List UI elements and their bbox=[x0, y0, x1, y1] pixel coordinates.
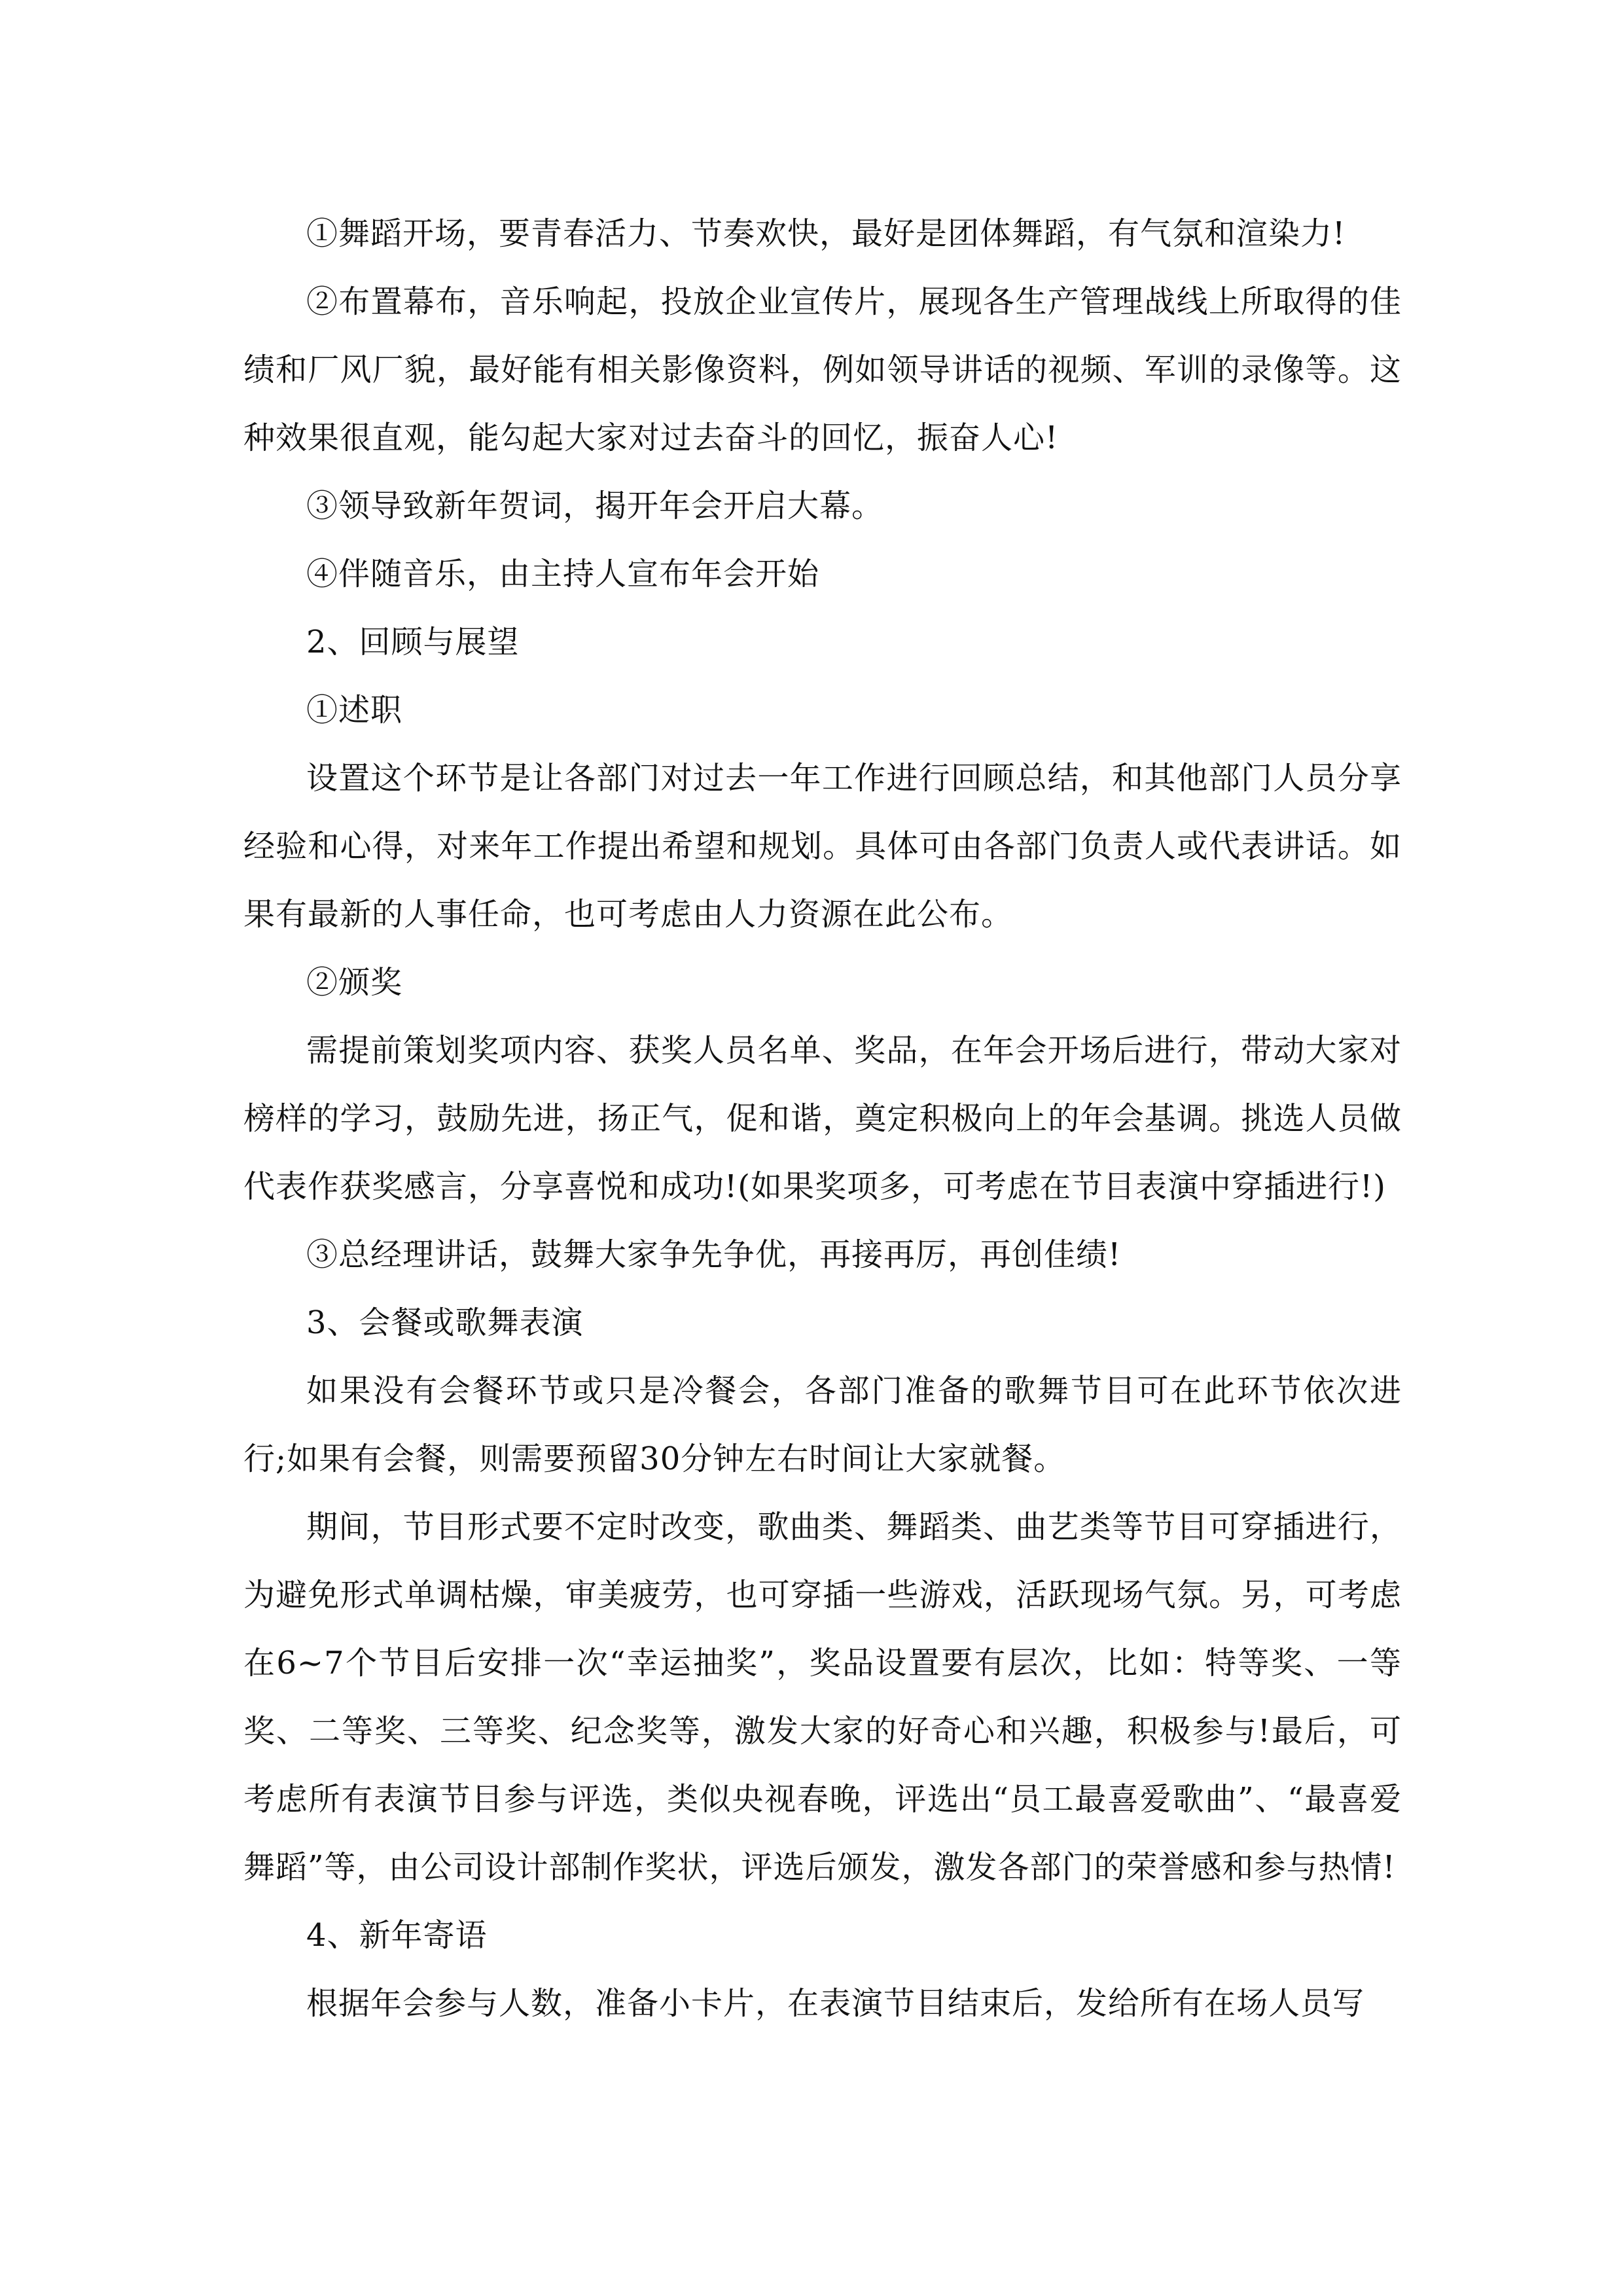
paragraph-host-announcement: ④伴随音乐，由主持人宣布年会开始 bbox=[306, 556, 820, 592]
section-heading-new-year-message: 4、新年寄语 bbox=[306, 1917, 488, 1954]
subheading-report: ①述职 bbox=[306, 692, 403, 728]
paragraph-report-body: 设置这个环节是让各部门对过去一年工作进行回顾总结，和其他部门人员分享经验和心得，对来年工作提出希望和规划。具体可由各部门负责人或代表讲话。如果有最新的人事任命，也可考虑由人力资源在此公布。 bbox=[243, 760, 1402, 933]
paragraph-gm-speech: ③总经理讲话，鼓舞大家争先争优，再接再厉，再创佳绩! bbox=[306, 1236, 1122, 1273]
paragraph-dinner-body: 如果没有会餐环节或只是冷餐会，各部门准备的歌舞节目可在此环节依次进行;如果有会餐，则需要预留30分钟左右时间让大家就餐。 bbox=[243, 1372, 1402, 1477]
document-body bbox=[243, 200, 1402, 2037]
paragraph-program-body: 期间，节目形式要不定时改变，歌曲类、舞蹈类、曲艺类等节目可穿插进行，为避免形式单调枯燥，审美疲劳，也可穿插一些游戏，活跃现场气氛。另，可考虑在6~7个节目后安排一次“幸运抽奖”，奖品设置要有层次，比如：特等奖、一等奖、二等奖、三等奖、纪念奖等，激发大家的好奇心和兴趣，积极参与!最后，可考虑所有表演节目参与评选，类似央视春晚，评选出“员工最喜爱歌曲”、“最喜爱舞蹈”等，由公司设计部制作奖状，评选后颁发，激发各部门的荣誉感和参与热情! bbox=[243, 1509, 1402, 1886]
subheading-awards: ②颁奖 bbox=[306, 964, 403, 1001]
section-heading-dinner: 3、会餐或歌舞表演 bbox=[306, 1304, 584, 1341]
paragraph-cards-body: 根据年会参与人数，准备小卡片，在表演节目结束后，发给所有在场人员写 bbox=[306, 1985, 1365, 2022]
paragraph-dance-opening: ①舞蹈开场，要青春活力、节奏欢快，最好是团体舞蹈，有气氛和渲染力! bbox=[306, 215, 1346, 252]
section-heading-review: 2、回顾与展望 bbox=[306, 624, 520, 660]
paragraph-leader-speech: ③领导致新年贺词，揭开年会开启大幕。 bbox=[306, 488, 884, 524]
paragraph-curtain-video: ②布置幕布，音乐响起，投放企业宣传片，展现各生产管理战线上所取得的佳绩和厂风厂貌，最好能有相关影像资料，例如领导讲话的视频、军训的录像等。这种效果很直观，能勾起大家对过去奋斗的回忆，振奋人心! bbox=[243, 283, 1402, 456]
paragraph-awards-body: 需提前策划奖项内容、获奖人员名单、奖品，在年会开场后进行，带动大家对榜样的学习，鼓励先进，扬正气，促和谐，奠定积极向上的年会基调。挑选人员做代表作获奖感言，分享喜悦和成功!(如果奖项多，可考虑在节目表演中穿插进行!) bbox=[243, 1032, 1402, 1205]
